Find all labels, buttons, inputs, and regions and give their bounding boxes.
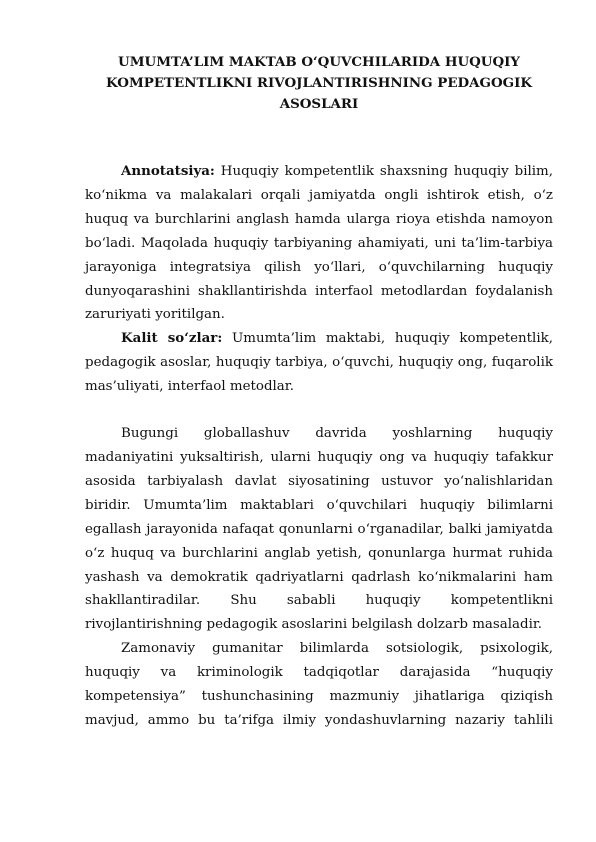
- spacer: [85, 399, 553, 422]
- keywords-paragraph: [85, 327, 553, 399]
- abstract-text: Huquqiy kompetentlik shaxsning huquqiy bilim, ko‘nikma va malakalari orqali jamiyatda ongli ishtirok etish, o‘z huquq va burchlarini anglash hamda ularga rioya etishda namoyon bo‘ladi. Maqolada huquqiy tarbiyaning ahamiyati, uni ta’lim-tarbiya jarayoniga integratsiya qilish yo‘llari, o‘quvchilarning huquqiy dunyoqarashini shakllantirishda interfaol metodlardan foydalanish zaruriyati yoritilgan.: [85, 164, 553, 323]
- title-line-3: ASOSLARI: [279, 96, 359, 112]
- body-section: [85, 422, 553, 733]
- abstract-section: [85, 160, 553, 399]
- title-line-2: KOMPETENTLIKNI RIVOJLANTIRISHNING PEDAGOGIK: [106, 75, 532, 91]
- paper-title: [85, 52, 553, 115]
- abstract-paragraph: [85, 160, 553, 327]
- abstract-label: Annotatsiya:: [121, 163, 215, 179]
- body-paragraph-2: Zamonaviy gumanitar bilimlarda sotsiologik, psixologik, huquqiy va kriminologik tadqiqotlar darajasida “huquqiy kompetensiya” tushunchasining mazmuniy jihatlariga qiziqish mavjud, ammo bu ta’rifga ilmiy yondashuvlarning nazariy tahlili: [85, 641, 553, 728]
- keywords-text: Umumta’lim maktabi, huquqiy kompetentlik, pedagogik asoslar, huquqiy tarbiya, o‘quvchi, huquqiy ong, fuqarolik mas’uliyati, interfaol metodlar.: [85, 331, 553, 395]
- body-paragraph-1: Bugungi globallashuv davrida yoshlarning huquqiy madaniyatini yuksaltirish, ularni huquqiy ong va huquqiy tafakkur asosida tarbiyalash davlat siyosatining ustuvor yo‘nalishlaridan biridir. Umumta’lim maktablari o‘quvchilari huquqiy bilimlarni egallash jarayonida nafaqat qonunlarni o‘rganadilar, balki jamiyatda o‘z huquq va burchlarini anglab yetish, qonunlarga hurmat ruhida yashash va demokratik qadriyatlarni qadrlash ko‘nikmalarini ham shakllantiradilar. Shu sababli huquqiy kompetentlikni rivojlantirishning pedagogik asoslarini belgilash dolzarb masaladir.: [85, 426, 553, 633]
- keywords-label: Kalit so‘zlar:: [121, 330, 223, 347]
- title-line-1: UMUMTA’LIM MAKTAB O‘QUVCHILARIDA HUQUQIY: [118, 54, 520, 70]
- spacer: [85, 115, 553, 160]
- paper-page: [85, 52, 553, 733]
